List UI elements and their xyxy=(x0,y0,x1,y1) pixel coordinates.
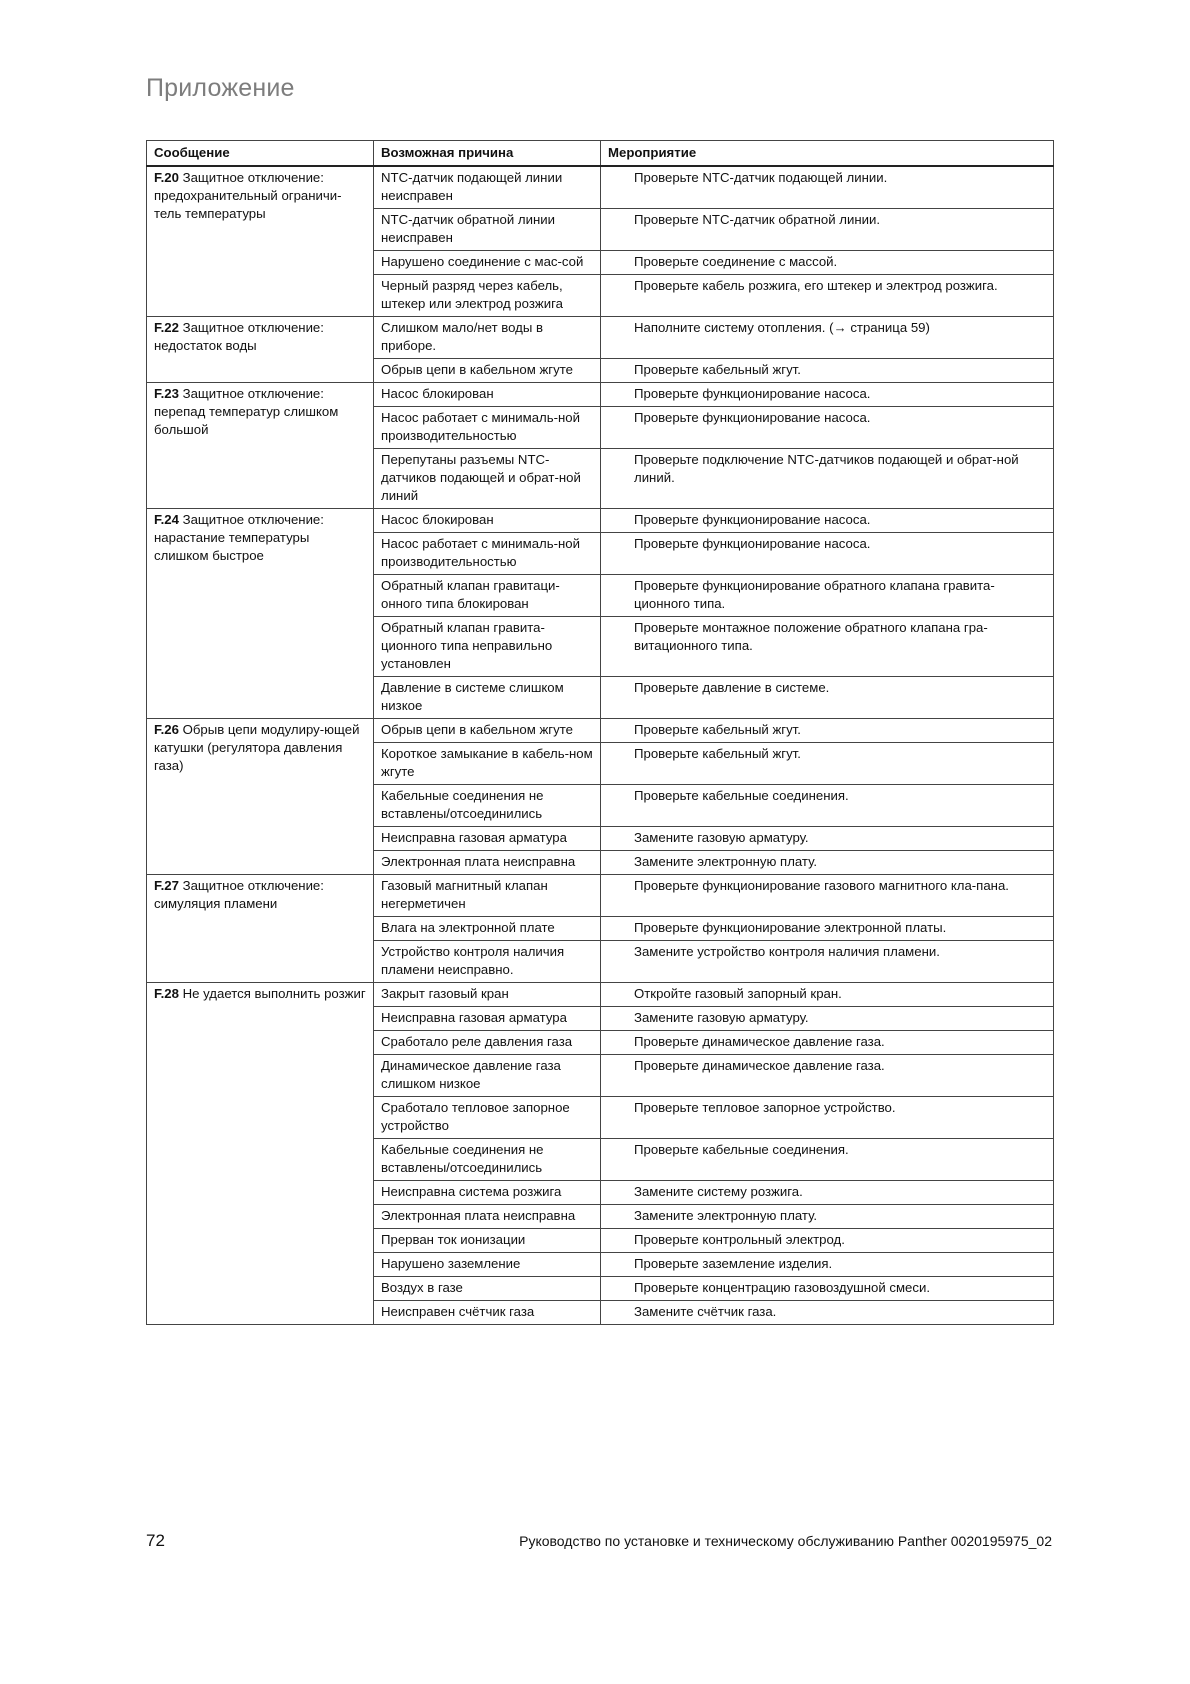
cause-cell: Обрыв цепи в кабельном жгуте xyxy=(374,718,601,742)
action-cell: Проверьте давление в системе. xyxy=(601,676,1054,718)
action-cell: Проверьте динамическое давление газа. xyxy=(601,1054,1054,1096)
action-cell: Замените электронную плату. xyxy=(601,850,1054,874)
cause-cell: Неисправна газовая арматура xyxy=(374,1006,601,1030)
action-cell: Проверьте кабельный жгут. xyxy=(601,718,1054,742)
action-cell: Откройте газовый запорный кран. xyxy=(601,982,1054,1006)
cause-cell: NTC-датчик подающей линии неисправен xyxy=(374,166,601,209)
cause-cell: Обратный клапан гравита-ционного типа неправильно установлен xyxy=(374,616,601,676)
fault-table xyxy=(146,140,1054,1325)
cause-cell: Неисправна система розжига xyxy=(374,1180,601,1204)
action-cell: Замените счётчик газа. xyxy=(601,1300,1054,1324)
table-body xyxy=(147,166,1054,1325)
action-cell: Проверьте соединение с массой. xyxy=(601,250,1054,274)
action-cell: Проверьте кабель розжига, его штекер и электрод розжига. xyxy=(601,274,1054,316)
message-cell xyxy=(147,718,374,874)
action-cell: Замените электронную плату. xyxy=(601,1204,1054,1228)
table-row xyxy=(147,382,1054,406)
action-cell: Замените газовую арматуру. xyxy=(601,826,1054,850)
table-row xyxy=(147,718,1054,742)
cause-cell: Нарушено заземление xyxy=(374,1252,601,1276)
cause-cell: Давление в системе слишком низкое xyxy=(374,676,601,718)
cause-cell: Влага на электронной плате xyxy=(374,916,601,940)
cause-cell: Насос работает с минималь-ной производительностью xyxy=(374,532,601,574)
action-cell: Проверьте динамическое давление газа. xyxy=(601,1030,1054,1054)
cause-cell: Слишком мало/нет воды в приборе. xyxy=(374,316,601,358)
message-cell xyxy=(147,508,374,718)
message-cell xyxy=(147,382,374,508)
cause-cell: Короткое замыкание в кабель-ном жгуте xyxy=(374,742,601,784)
action-cell: Проверьте концентрацию газовоздушной смеси. xyxy=(601,1276,1054,1300)
cause-cell: Устройство контроля наличия пламени неисправно. xyxy=(374,940,601,982)
cause-cell: Черный разряд через кабель, штекер или электрод розжига xyxy=(374,274,601,316)
fault-message: Защитное отключение: предохранительный ограничи-тель температуры xyxy=(154,169,342,221)
fault-message: Защитное отключение: симуляция пламени xyxy=(154,877,324,911)
fault-code: F.20 xyxy=(154,169,179,185)
cause-cell: Кабельные соединения не вставлены/отсоединились xyxy=(374,784,601,826)
action-cell: Наполните систему отопления. (→ страница 59) xyxy=(601,316,1054,358)
table-row xyxy=(147,316,1054,358)
cause-cell: Перепутаны разъемы NTC-датчиков подающей и обрат-ной линий xyxy=(374,448,601,508)
table-row xyxy=(147,508,1054,532)
header-action: Мероприятие xyxy=(601,141,1054,166)
section-title: Приложение xyxy=(146,74,295,102)
cause-cell: Газовый магнитный клапан негерметичен xyxy=(374,874,601,916)
cause-cell: Кабельные соединения не вставлены/отсоединились xyxy=(374,1138,601,1180)
cause-cell: Насос блокирован xyxy=(374,382,601,406)
fault-message: Защитное отключение: недостаток воды xyxy=(154,319,324,353)
cause-cell: Электронная плата неисправна xyxy=(374,850,601,874)
fault-code: F.22 xyxy=(154,319,179,335)
action-cell: Проверьте NTC-датчик подающей линии. xyxy=(601,166,1054,209)
action-cell: Замените газовую арматуру. xyxy=(601,1006,1054,1030)
cause-cell: Динамическое давление газа слишком низкое xyxy=(374,1054,601,1096)
action-cell: Проверьте контрольный электрод. xyxy=(601,1228,1054,1252)
cause-cell: Закрыт газовый кран xyxy=(374,982,601,1006)
action-cell: Проверьте заземление изделия. xyxy=(601,1252,1054,1276)
action-cell: Проверьте функционирование электронной платы. xyxy=(601,916,1054,940)
cause-cell: Сработало реле давления газа xyxy=(374,1030,601,1054)
cause-cell: Прерван ток ионизации xyxy=(374,1228,601,1252)
fault-code: F.24 xyxy=(154,511,179,527)
action-cell: Проверьте кабельный жгут. xyxy=(601,742,1054,784)
footer-document-title: Руководство по установке и техническому обслуживанию Panther 0020195975_02 xyxy=(519,1533,1052,1549)
cause-cell: Сработало тепловое запорное устройство xyxy=(374,1096,601,1138)
cause-cell: Воздух в газе xyxy=(374,1276,601,1300)
fault-code: F.23 xyxy=(154,385,179,401)
table-header-row xyxy=(147,141,1054,166)
cause-cell: Неисправна газовая арматура xyxy=(374,826,601,850)
action-cell: Проверьте функционирование обратного клапана гравита-ционного типа. xyxy=(601,574,1054,616)
action-cell: Проверьте кабельные соединения. xyxy=(601,784,1054,826)
header-cause: Возможная причина xyxy=(374,141,601,166)
fault-message: Защитное отключение: перепад температур слишком большой xyxy=(154,385,339,437)
cause-cell: Неисправен счётчик газа xyxy=(374,1300,601,1324)
cause-cell: Электронная плата неисправна xyxy=(374,1204,601,1228)
fault-message: Обрыв цепи модулиру-ющей катушки (регулятора давления газа) xyxy=(154,721,360,773)
action-cell: Проверьте монтажное положение обратного клапана гра-витационного типа. xyxy=(601,616,1054,676)
message-cell xyxy=(147,316,374,382)
message-cell xyxy=(147,874,374,982)
fault-code: F.28 xyxy=(154,985,179,1001)
action-cell: Замените устройство контроля наличия пламени. xyxy=(601,940,1054,982)
action-cell: Проверьте функционирование насоса. xyxy=(601,406,1054,448)
cause-cell: Насос блокирован xyxy=(374,508,601,532)
fault-code: F.26 xyxy=(154,721,179,737)
cause-cell: Насос работает с минималь-ной производительностью xyxy=(374,406,601,448)
cause-cell: NTC-датчик обратной линии неисправен xyxy=(374,208,601,250)
action-cell: Проверьте NTC-датчик обратной линии. xyxy=(601,208,1054,250)
action-cell: Проверьте функционирование насоса. xyxy=(601,382,1054,406)
fault-message: Не удается выполнить розжиг xyxy=(182,985,366,1001)
cause-cell: Нарушено соединение с мас-сой xyxy=(374,250,601,274)
action-cell: Проверьте подключение NTC-датчиков подающей и обрат-ной линий. xyxy=(601,448,1054,508)
action-cell: Проверьте функционирование насоса. xyxy=(601,532,1054,574)
table-row xyxy=(147,982,1054,1006)
action-cell: Проверьте функционирование газового магнитного кла-пана. xyxy=(601,874,1054,916)
action-cell: Замените систему розжига. xyxy=(601,1180,1054,1204)
action-cell: Проверьте кабельные соединения. xyxy=(601,1138,1054,1180)
fault-message: Защитное отключение: нарастание температуры слишком быстрое xyxy=(154,511,324,563)
header-message: Сообщение xyxy=(147,141,374,166)
table-row xyxy=(147,874,1054,916)
message-cell xyxy=(147,982,374,1324)
action-cell: Проверьте тепловое запорное устройство. xyxy=(601,1096,1054,1138)
message-cell xyxy=(147,166,374,317)
action-cell: Проверьте кабельный жгут. xyxy=(601,358,1054,382)
fault-code: F.27 xyxy=(154,877,179,893)
cause-cell: Обрыв цепи в кабельном жгуте xyxy=(374,358,601,382)
table-row xyxy=(147,166,1054,209)
cause-cell: Обратный клапан гравитаци-онного типа блокирован xyxy=(374,574,601,616)
page-number: 72 xyxy=(146,1531,165,1550)
action-cell: Проверьте функционирование насоса. xyxy=(601,508,1054,532)
